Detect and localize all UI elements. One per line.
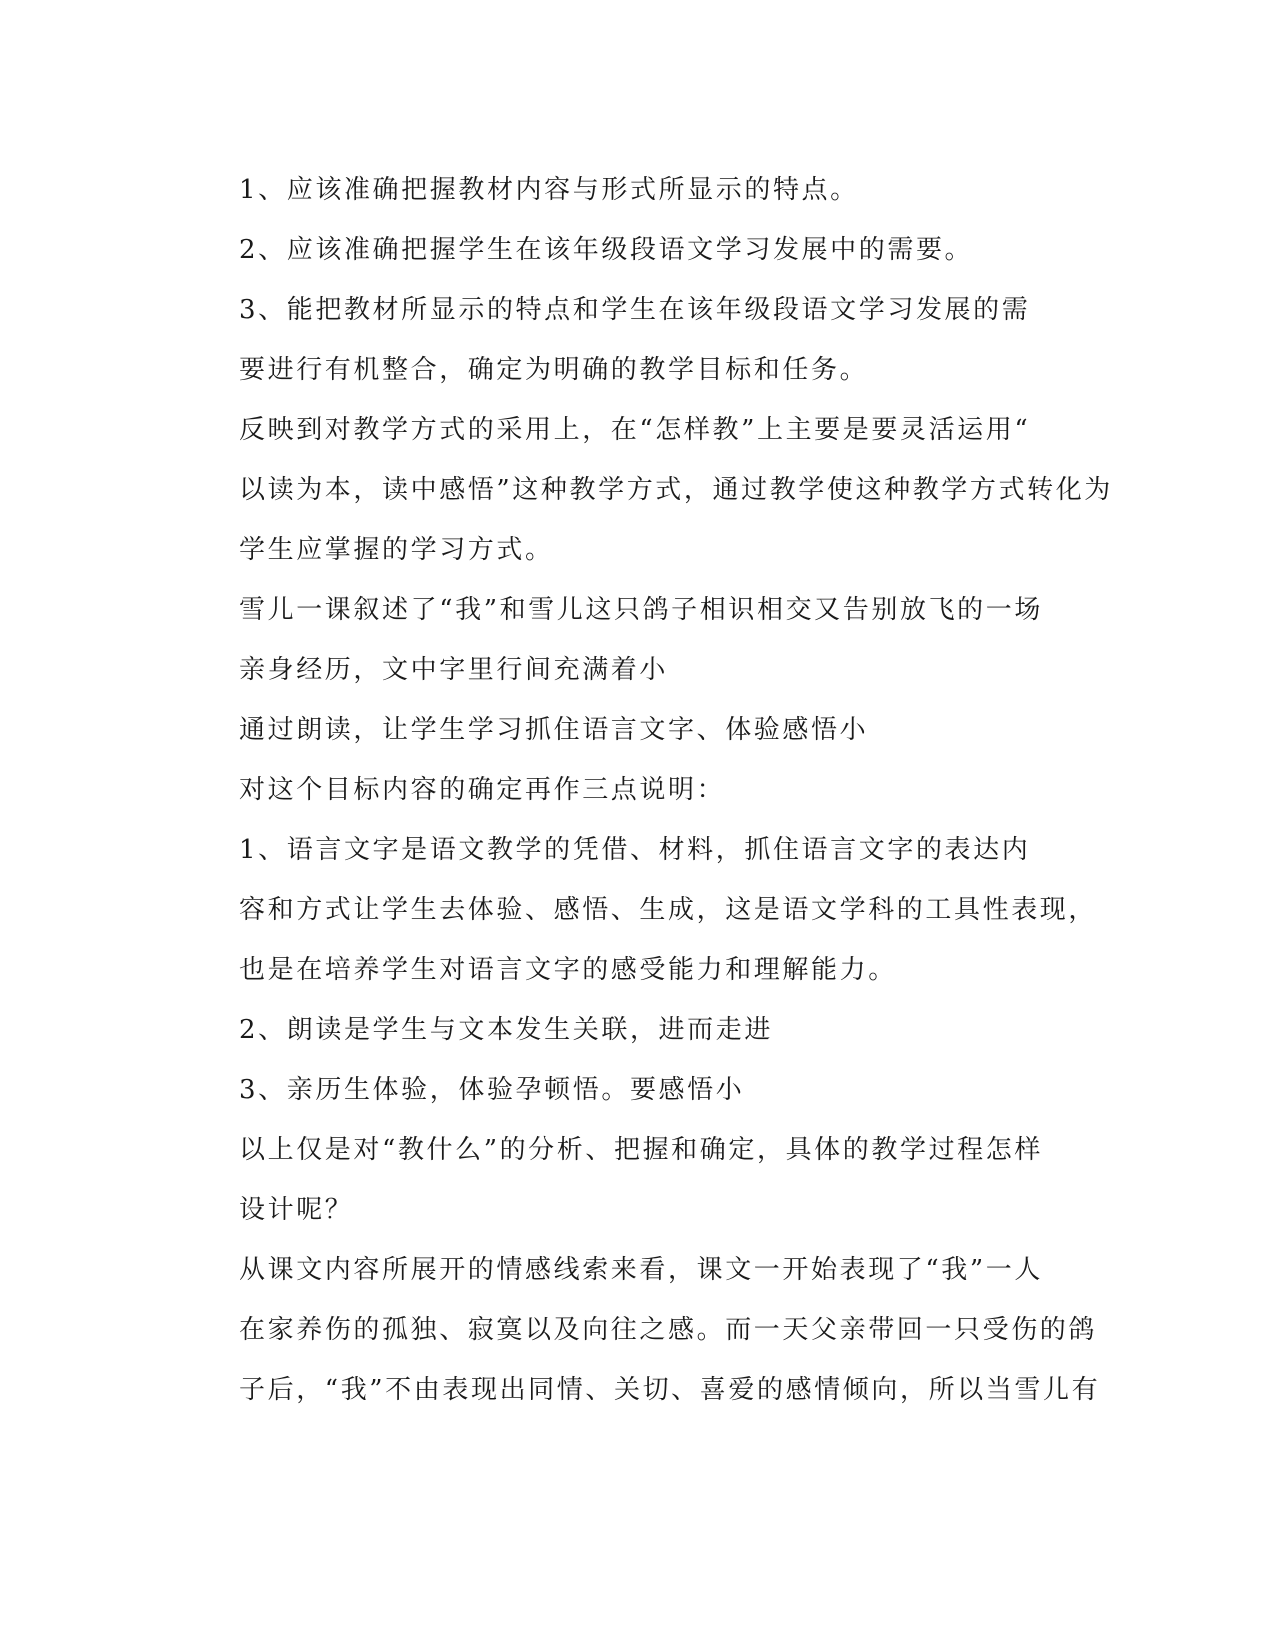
paragraph-line: 以读为本，读中感悟”这种教学方式，通过教学使这种教学方式转化为 [239,475,1113,505]
paragraph-line: 反映到对教学方式的采用上，在“怎样教”上主要是要灵活运用“ [239,415,1031,445]
paragraph-line: 1、应该准确把握教材内容与形式所显示的特点。 [239,175,859,205]
paragraph-line: 亲身经历，文中字里行间充满着小 [239,655,669,685]
paragraph-11 [187,1120,1067,1240]
paragraph-line: 要进行有机整合，确定为明确的教学目标和任务。 [239,355,869,385]
paragraph-line: 学生应掌握的学习方式。 [239,535,554,565]
paragraph-6 [187,700,1067,760]
paragraph-1 [187,160,1067,220]
paragraph-line: 2、朗读是学生与文本发生关联，进而走进 [239,1015,773,1045]
paragraph-line: 从课文内容所展开的情感线索来看，课文一开始表现了“我”一人 [239,1255,1043,1285]
document-body [187,160,1113,1420]
paragraph-line: 子后，“我”不由表现出同情、关切、喜爱的感情倾向，所以当雪儿有 [239,1375,1101,1405]
paragraph-line: 3、亲历生体验，体验孕顿悟。要感悟小 [239,1075,745,1105]
paragraph-line: 通过朗读，让学生学习抓住语言文字、体验感悟小 [239,715,869,745]
paragraph-12 [187,1240,1101,1420]
paragraph-line: 1、语言文字是语文教学的凭借、材料，抓住语言文字的表达内 [239,835,1031,865]
paragraph-line: 容和方式让学生去体验、感悟、生成，这是语文学科的工具性表现， [239,895,1098,925]
paragraph-2 [187,220,1067,280]
paragraph-7 [187,760,1067,820]
paragraph-line: 也是在培养学生对语言文字的感受能力和理解能力。 [239,955,897,985]
paragraph-4 [187,400,1113,580]
paragraph-line: 以上仅是对“教什么”的分析、把握和确定，具体的教学过程怎样 [239,1135,1043,1165]
paragraph-line: 3、能把教材所显示的特点和学生在该年级段语文学习发展的需 [239,295,1031,325]
paragraph-5 [187,580,1067,700]
paragraph-10 [187,1060,1067,1120]
paragraph-8 [187,820,1098,1000]
paragraph-line: 2、应该准确把握学生在该年级段语文学习发展中的需要。 [239,235,974,265]
paragraph-line: 在家养伤的孤独、寂寞以及向往之感。而一天父亲带回一只受伤的鸽 [239,1315,1098,1345]
paragraph-line: 设计呢？ [239,1195,354,1225]
paragraph-3 [187,280,1067,400]
paragraph-line: 雪儿一课叙述了“我”和雪儿这只鸽子相识相交又告别放飞的一场 [239,595,1043,625]
paragraph-9 [187,1000,1067,1060]
paragraph-line: 对这个目标内容的确定再作三点说明： [239,775,726,805]
